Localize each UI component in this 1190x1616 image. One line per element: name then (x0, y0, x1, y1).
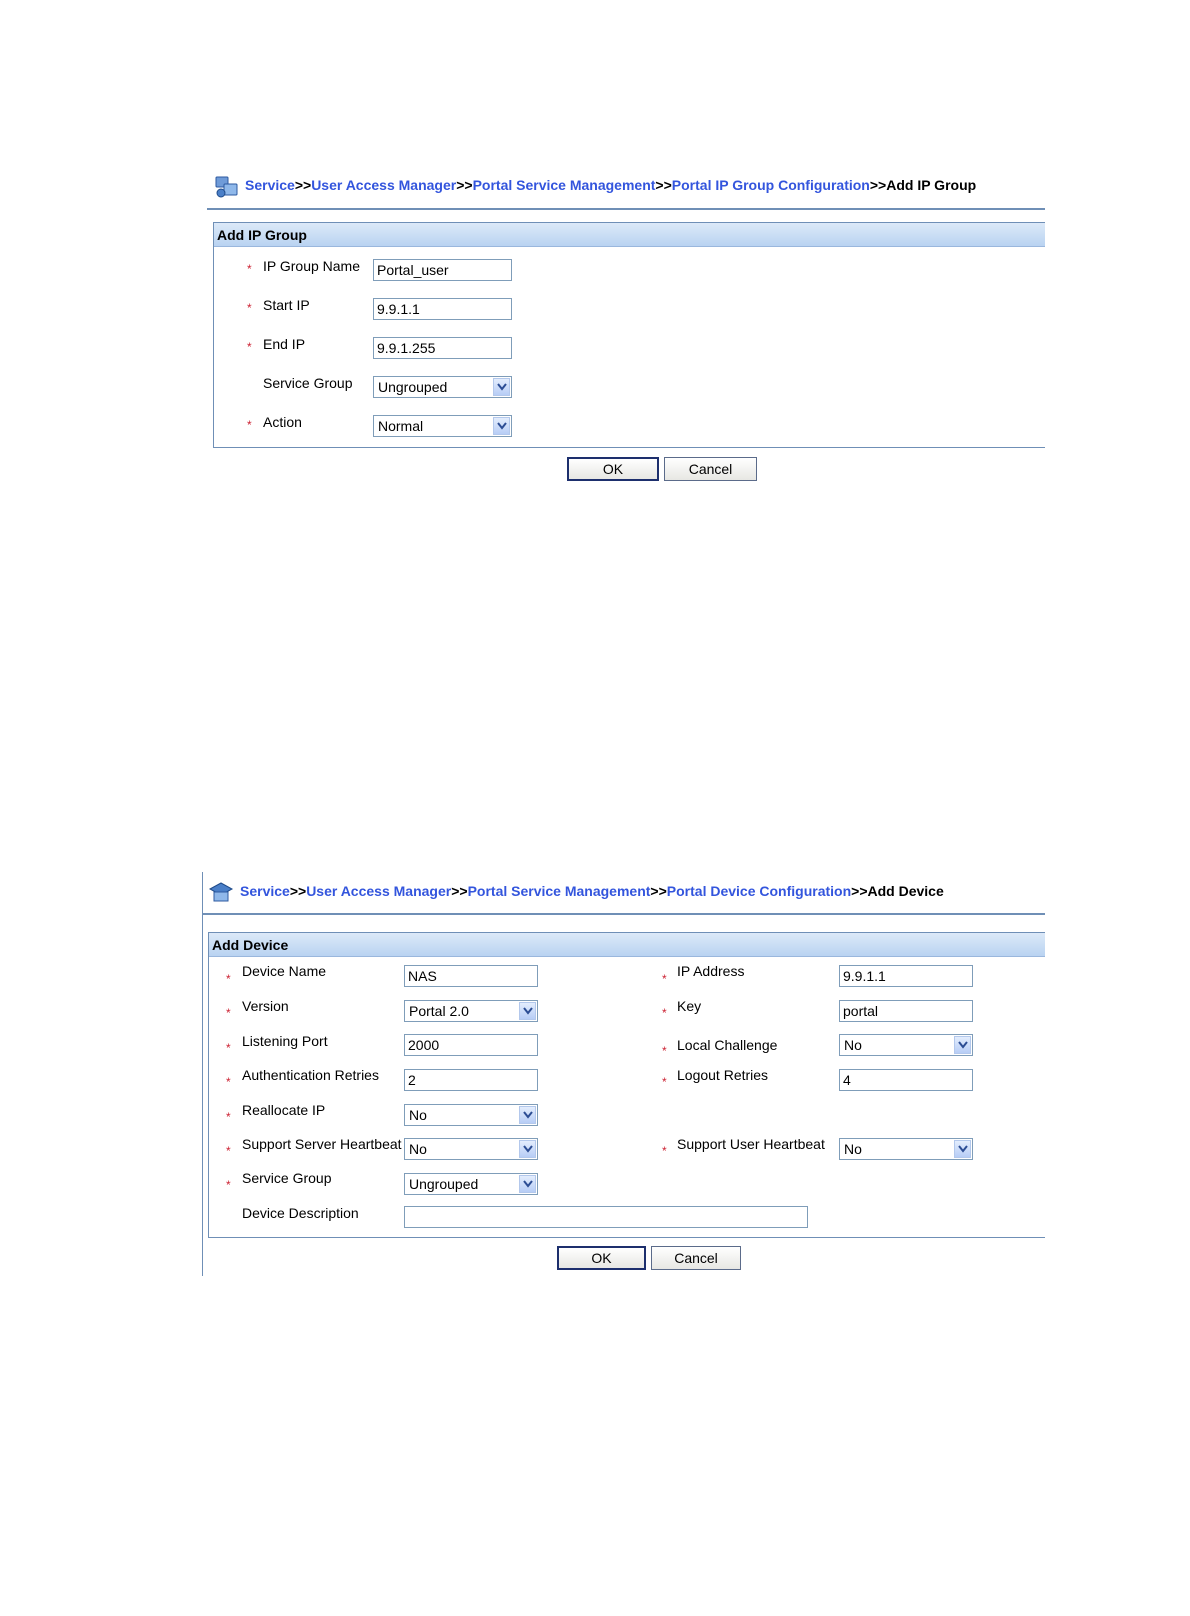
required-mark: * (662, 972, 667, 986)
required-mark: * (247, 262, 252, 276)
breadcrumb-separator: >>Add IP Group (869, 177, 977, 193)
dropdown-arrow[interactable] (493, 417, 510, 435)
cancel-button[interactable]: Cancel (651, 1246, 741, 1270)
service-icon (214, 173, 240, 199)
required-mark: * (662, 1044, 667, 1058)
logout-retries-input[interactable] (839, 1069, 973, 1091)
dropdown-arrow[interactable] (519, 1002, 536, 1020)
local-challenge-value: No (844, 1037, 862, 1053)
breadcrumb-separator: >> (456, 177, 473, 193)
dropdown-arrow[interactable] (493, 378, 510, 396)
breadcrumb-link[interactable]: Service (245, 177, 295, 193)
service-group-select[interactable] (373, 376, 512, 398)
reallocate-ip-label: Reallocate IP (242, 1102, 326, 1118)
server-heartbeat-select[interactable] (404, 1138, 538, 1160)
required-mark: * (226, 1144, 231, 1158)
action-label: Action (263, 414, 302, 430)
chevron-down-icon (523, 1111, 533, 1119)
panel-title: Add Device (209, 932, 1045, 957)
user-heartbeat-label: Support User Heartbeat (677, 1136, 825, 1152)
chevron-down-icon (497, 422, 507, 430)
breadcrumb-separator: >> (650, 883, 667, 899)
service-group-value: Ungrouped (409, 1176, 479, 1192)
service-group-select[interactable] (404, 1173, 538, 1195)
ok-button[interactable]: OK (557, 1246, 646, 1270)
ip-address-input[interactable] (839, 965, 973, 987)
divider (202, 913, 1045, 915)
add-ip-group-panel (213, 222, 1045, 448)
panel-title: Add IP Group (214, 222, 1045, 247)
chevron-down-icon (958, 1041, 968, 1049)
local-challenge-select[interactable] (839, 1034, 973, 1056)
window-edge (202, 872, 203, 1276)
required-mark: * (247, 340, 252, 354)
version-value: Portal 2.0 (409, 1003, 469, 1019)
required-mark: * (226, 1006, 231, 1020)
breadcrumb-link[interactable]: Service (240, 883, 290, 899)
chevron-down-icon (523, 1145, 533, 1153)
key-input[interactable] (839, 1000, 973, 1022)
service-group-value: Ungrouped (378, 379, 448, 395)
local-challenge-label: Local Challenge (677, 1037, 778, 1053)
required-mark: * (662, 1075, 667, 1089)
cancel-button[interactable]: Cancel (664, 457, 757, 481)
add-ip-group-screen (0, 0, 1190, 500)
required-mark: * (226, 1178, 231, 1192)
breadcrumb-link[interactable]: User Access Manager (311, 177, 457, 193)
device-name-label: Device Name (242, 963, 327, 979)
ip-address-label: IP Address (677, 963, 745, 979)
breadcrumb-separator: >> (451, 883, 468, 899)
dropdown-arrow[interactable] (519, 1106, 536, 1124)
logout-retries-label: Logout Retries (677, 1067, 769, 1083)
action-value: Normal (378, 418, 424, 434)
version-label: Version (242, 998, 289, 1014)
required-mark: * (226, 1110, 231, 1124)
required-mark: * (226, 1041, 231, 1055)
dropdown-arrow[interactable] (519, 1140, 536, 1158)
dropdown-arrow[interactable] (519, 1175, 536, 1193)
listening-port-input[interactable] (404, 1034, 538, 1056)
server-heartbeat-value: No (409, 1141, 427, 1157)
key-label: Key (677, 998, 702, 1014)
device-description-input[interactable] (404, 1206, 808, 1228)
version-select[interactable] (404, 1000, 538, 1022)
chevron-down-icon (497, 383, 507, 391)
user-heartbeat-select[interactable] (839, 1138, 973, 1160)
required-mark: * (247, 301, 252, 315)
breadcrumb-separator: >> (655, 177, 672, 193)
breadcrumb-separator: >> (289, 883, 307, 899)
required-mark: * (226, 1075, 231, 1089)
breadcrumb (245, 177, 976, 193)
end-ip-label: End IP (263, 336, 306, 352)
required-mark: * (662, 1006, 667, 1020)
breadcrumb-separator: >> (294, 177, 312, 193)
server-heartbeat-label: Support Server Heartbeat (242, 1136, 402, 1152)
breadcrumb-link[interactable]: Portal Device Configuration (666, 883, 852, 899)
chevron-down-icon (958, 1145, 968, 1153)
auth-retries-label: Authentication Retries (242, 1067, 379, 1083)
ok-button[interactable]: OK (567, 457, 659, 481)
breadcrumb-separator: >>Add Device (851, 883, 944, 899)
start-ip-label: Start IP (263, 297, 310, 313)
service-group-label: Service Group (263, 375, 353, 391)
required-mark: * (247, 418, 252, 432)
device-description-label: Device Description (242, 1205, 359, 1221)
ip-group-name-input[interactable] (373, 259, 512, 281)
end-ip-input[interactable] (373, 337, 512, 359)
user-heartbeat-value: No (844, 1141, 862, 1157)
chevron-down-icon (523, 1180, 533, 1188)
breadcrumb-link[interactable]: User Access Manager (306, 883, 452, 899)
chevron-down-icon (523, 1007, 533, 1015)
device-name-input[interactable] (404, 965, 538, 987)
listening-port-label: Listening Port (242, 1033, 328, 1049)
service-icon (208, 879, 234, 905)
dropdown-arrow[interactable] (954, 1036, 971, 1054)
action-select[interactable] (373, 415, 512, 437)
auth-retries-input[interactable] (404, 1069, 538, 1091)
divider (207, 208, 1045, 210)
breadcrumb-link[interactable]: Portal IP Group Configuration (671, 177, 870, 193)
ip-group-name-label: IP Group Name (263, 258, 361, 274)
required-mark: * (662, 1144, 667, 1158)
dropdown-arrow[interactable] (954, 1140, 971, 1158)
start-ip-input[interactable] (373, 298, 512, 320)
breadcrumb-link[interactable]: Portal Service Management (467, 883, 651, 899)
breadcrumb (240, 883, 944, 899)
reallocate-ip-select[interactable] (404, 1104, 538, 1126)
breadcrumb-link[interactable]: Portal Service Management (472, 177, 656, 193)
required-mark: * (226, 972, 231, 986)
service-group-label: Service Group (242, 1170, 332, 1186)
reallocate-ip-value: No (409, 1107, 427, 1123)
